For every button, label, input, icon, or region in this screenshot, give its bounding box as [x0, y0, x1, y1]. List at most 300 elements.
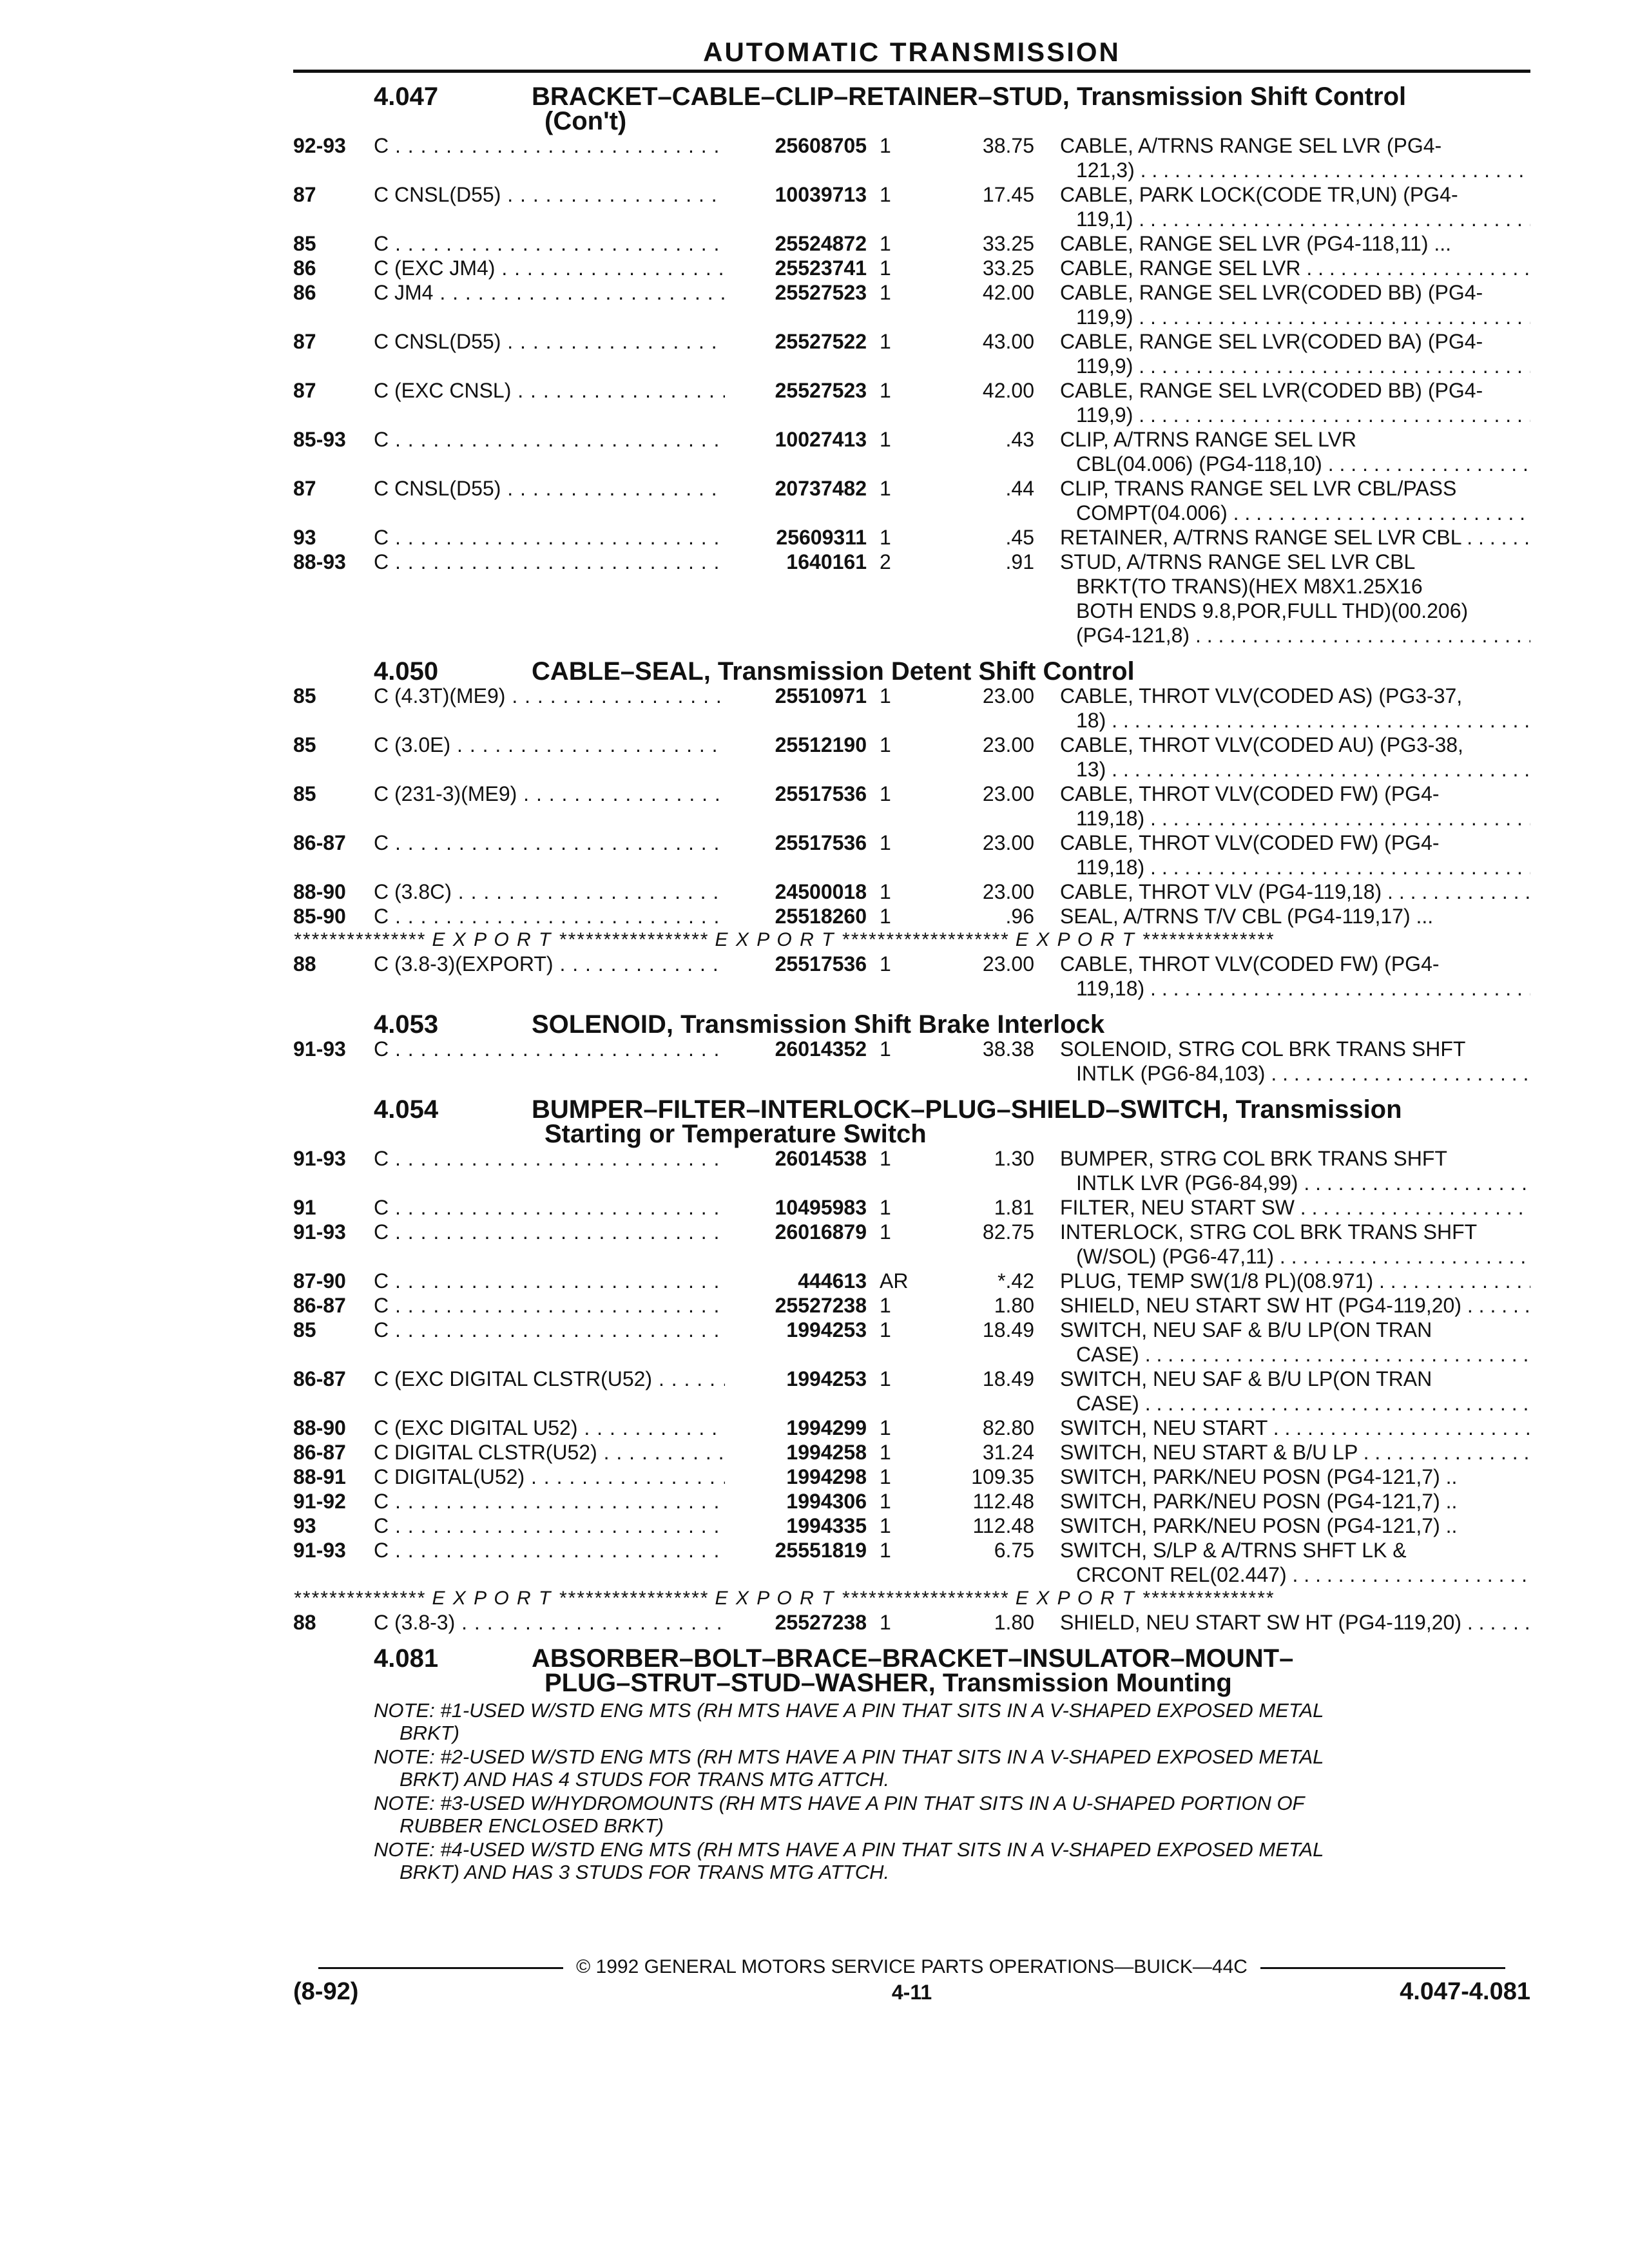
- row-application: C (3.8-3)(EXPORT) . . .: [374, 952, 725, 976]
- item-line-1: FILTER, NEU START SW . . .: [1060, 1195, 1530, 1220]
- row-application: C (EXC JM4) . . .: [374, 256, 725, 280]
- row-year: 87-90: [293, 1269, 346, 1293]
- row-application: C . . .: [374, 427, 725, 452]
- item-line-2: 18) . . .: [1060, 708, 1530, 733]
- section-number: 4.050: [374, 657, 439, 686]
- row-part-number: 25527238: [775, 1294, 867, 1317]
- row-part-number: 25517536: [775, 952, 867, 975]
- item-line-1: SWITCH, PARK/NEU POSN (PG4-121,7) ..: [1060, 1490, 1458, 1513]
- table-row: [293, 133, 1530, 182]
- row-quantity: 1: [880, 526, 891, 549]
- section-heading: [293, 84, 1530, 133]
- row-year: 88-90: [293, 880, 346, 903]
- row-part-number: 26014352: [775, 1037, 867, 1061]
- row-year: 86-87: [293, 1367, 346, 1390]
- row-year: 88-93: [293, 550, 346, 573]
- row-application: C . . .: [374, 1293, 725, 1318]
- row-year: 85-90: [293, 905, 346, 928]
- catalog-content: [293, 84, 1530, 1883]
- row-price: .44: [1005, 477, 1034, 500]
- row-price: 31.24: [982, 1441, 1034, 1464]
- item-line-1: CABLE, THROT VLV(CODED AU) (PG3-38,: [1060, 733, 1463, 756]
- item-line-1: CABLE, RANGE SEL LVR (PG4-118,11) ...: [1060, 232, 1452, 255]
- item-line-2: BRKT(TO TRANS)(HEX M8X1.25X16: [1076, 575, 1423, 598]
- row-year: 85-93: [293, 428, 346, 451]
- row-quantity: 1: [880, 1441, 891, 1464]
- row-application: C CNSL(D55) . . .: [374, 182, 725, 207]
- row-price: 33.25: [982, 256, 1034, 280]
- item-line-1: SWITCH, NEU START & B/U LP . . .: [1060, 1440, 1530, 1465]
- row-application: C . . .: [374, 133, 725, 158]
- footer-copyright: [293, 1956, 1530, 1978]
- row-year: 85: [293, 782, 316, 805]
- row-price: .43: [1005, 428, 1034, 451]
- row-year: 87: [293, 183, 316, 206]
- row-application: C (EXC DIGITAL CLSTR(U52) . . .: [374, 1367, 725, 1391]
- row-quantity: 1: [880, 782, 891, 805]
- row-year: 85: [293, 733, 316, 756]
- note-line-1: NOTE: #1-USED W/STD ENG MTS (RH MTS HAVE A PIN THAT SITS IN A V-SHAPED EXPOSED METAL: [374, 1699, 1324, 1722]
- section-number: 4.054: [374, 1095, 439, 1124]
- item-line-1: SWITCH, NEU SAF & B/U LP(ON TRAN: [1060, 1318, 1432, 1341]
- row-price: .91: [1005, 550, 1034, 573]
- item-line-2: 121,3) . . .: [1060, 158, 1530, 182]
- footer-section-range: 4.047-4.081: [1400, 1978, 1530, 2005]
- row-price: 23.00: [982, 684, 1034, 707]
- table-row: [293, 1367, 1530, 1416]
- row-quantity: 1: [880, 1318, 891, 1341]
- row-part-number: 1994299: [786, 1416, 867, 1439]
- section-number: 4.053: [374, 1010, 439, 1039]
- row-item-description: [1060, 231, 1530, 256]
- export-divider: *************** E X P O R T ***************** E X P O R T ******************* E X P O R T ***************: [293, 1588, 1275, 1609]
- page-footer: [293, 1956, 1530, 2021]
- row-item-description: [1060, 133, 1530, 182]
- row-price: 1.81: [994, 1196, 1034, 1219]
- row-year: 91-93: [293, 1220, 346, 1244]
- row-part-number: 25524872: [775, 232, 867, 255]
- item-line-1: CABLE, RANGE SEL LVR . . .: [1060, 256, 1530, 280]
- row-part-number: 25527523: [775, 281, 867, 304]
- note-item: [374, 1699, 1530, 1744]
- catalog-page: [293, 36, 1530, 1885]
- item-line-1: SWITCH, PARK/NEU POSN (PG4-121,7) ..: [1060, 1514, 1458, 1537]
- row-part-number: 25551819: [775, 1539, 867, 1562]
- row-price: 82.80: [982, 1416, 1034, 1439]
- table-row: [293, 550, 1530, 648]
- row-application: C . . .: [374, 550, 725, 574]
- section-heading: [293, 659, 1530, 684]
- row-item-description: [1060, 1465, 1530, 1489]
- row-year: 88-90: [293, 1416, 346, 1439]
- table-row: [293, 1293, 1530, 1318]
- row-quantity: 1: [880, 905, 891, 928]
- row-quantity: 1: [880, 880, 891, 903]
- item-line-1: INTERLOCK, STRG COL BRK TRANS SHFT: [1060, 1220, 1478, 1244]
- row-quantity: 1: [880, 1147, 891, 1170]
- item-line-1: CABLE, RANGE SEL LVR(CODED BA) (PG4-: [1060, 330, 1483, 353]
- row-item-description: [1060, 879, 1530, 904]
- table-row: [293, 1610, 1530, 1635]
- item-line-2: 119,18) . . .: [1060, 806, 1530, 831]
- row-application: C . . .: [374, 1269, 725, 1293]
- row-year: 86: [293, 256, 316, 280]
- row-item-description: [1060, 733, 1530, 782]
- row-part-number: 1994258: [786, 1441, 867, 1464]
- item-line-1: SHIELD, NEU START SW HT (PG4-119,20) . . .: [1060, 1610, 1530, 1635]
- row-part-number: 1994253: [786, 1367, 867, 1390]
- note-line-2: BRKT) AND HAS 4 STUDS FOR TRANS MTG ATTCH.: [400, 1768, 890, 1791]
- row-part-number: 26016879: [775, 1220, 867, 1244]
- item-line-1: PLUG, TEMP SW(1/8 PL)(08.971) . . .: [1060, 1269, 1530, 1293]
- row-part-number: 24500018: [775, 880, 867, 903]
- table-row: [293, 1440, 1530, 1465]
- row-year: 87: [293, 330, 316, 353]
- row-quantity: 1: [880, 477, 891, 500]
- row-part-number: 26014538: [775, 1147, 867, 1170]
- copyright-text: © 1992 GENERAL MOTORS SERVICE PARTS OPERATIONS—BUICK—44C: [576, 1956, 1248, 1977]
- row-application: C . . .: [374, 525, 725, 550]
- note-item: [374, 1838, 1530, 1883]
- row-year: 85: [293, 1318, 316, 1341]
- row-item-description: [1060, 684, 1530, 733]
- item-line-1: SOLENOID, STRG COL BRK TRANS SHFT: [1060, 1037, 1466, 1061]
- section-number: 4.081: [374, 1644, 439, 1673]
- row-item-description: [1060, 1195, 1530, 1220]
- item-line-1: STUD, A/TRNS RANGE SEL LVR CBL: [1060, 550, 1416, 573]
- row-year: 86-87: [293, 831, 346, 854]
- row-item-description: [1060, 1318, 1530, 1367]
- row-part-number: 10027413: [775, 428, 867, 451]
- row-price: 23.00: [982, 831, 1034, 854]
- row-quantity: 1: [880, 1416, 891, 1439]
- row-price: 23.00: [982, 782, 1034, 805]
- section-heading: [293, 1646, 1530, 1695]
- row-quantity: 2: [880, 550, 891, 573]
- row-year: 85: [293, 232, 316, 255]
- item-line-2: COMPT(04.006) . . .: [1060, 501, 1530, 525]
- item-line-1: CABLE, PARK LOCK(CODE TR,UN) (PG4-: [1060, 183, 1458, 206]
- item-line-1: SWITCH, S/LP & A/TRNS SHFT LK &: [1060, 1539, 1407, 1562]
- table-row: [293, 182, 1530, 231]
- item-line-1: RETAINER, A/TRNS RANGE SEL LVR CBL . . .: [1060, 525, 1530, 550]
- table-row: [293, 1195, 1530, 1220]
- row-quantity: 1: [880, 1490, 891, 1513]
- row-item-description: [1060, 831, 1530, 879]
- section-number: 4.047: [374, 82, 439, 111]
- row-year: 91: [293, 1196, 316, 1219]
- table-row: [293, 831, 1530, 879]
- section-title-continued: (Con't): [545, 107, 627, 135]
- row-quantity: 1: [880, 134, 891, 157]
- row-part-number: 444613: [798, 1269, 867, 1293]
- row-part-number: 1994253: [786, 1318, 867, 1341]
- table-row: [293, 231, 1530, 256]
- row-item-description: [1060, 904, 1530, 928]
- item-line-1: SWITCH, NEU START . . .: [1060, 1416, 1530, 1440]
- item-line-1: CABLE, THROT VLV(CODED FW) (PG4-: [1060, 952, 1440, 975]
- table-row: [293, 476, 1530, 525]
- row-part-number: 25517536: [775, 831, 867, 854]
- row-price: 112.48: [972, 1514, 1034, 1537]
- row-price: 38.75: [982, 134, 1034, 157]
- row-quantity: 1: [880, 183, 891, 206]
- note-item: [374, 1745, 1530, 1791]
- item-line-1: BUMPER, STRG COL BRK TRANS SHFT: [1060, 1147, 1447, 1170]
- table-row: [293, 1416, 1530, 1440]
- row-year: 93: [293, 1514, 316, 1537]
- row-price: 38.38: [982, 1037, 1034, 1061]
- row-application: C DIGITAL(U52) . . .: [374, 1465, 725, 1489]
- table-row: [293, 1269, 1530, 1293]
- row-price: 82.75: [982, 1220, 1034, 1244]
- note-line-2: BRKT): [400, 1722, 459, 1744]
- row-year: 91-93: [293, 1539, 346, 1562]
- row-quantity: 1: [880, 1037, 891, 1061]
- row-quantity: 1: [880, 1196, 891, 1219]
- row-part-number: 10039713: [775, 183, 867, 206]
- row-part-number: 25527522: [775, 330, 867, 353]
- row-year: 86: [293, 281, 316, 304]
- row-part-number: 25518260: [775, 905, 867, 928]
- item-line-1: CLIP, A/TRNS RANGE SEL LVR: [1060, 428, 1357, 451]
- row-price: 1.30: [994, 1147, 1034, 1170]
- row-part-number: 25608705: [775, 134, 867, 157]
- footer-date: (8-92): [293, 1978, 359, 2005]
- row-item-description: [1060, 1514, 1530, 1538]
- row-application: C (3.8-3) . . .: [374, 1610, 725, 1635]
- item-line-2: 119,1) . . .: [1060, 207, 1530, 231]
- table-row: [293, 1037, 1530, 1086]
- item-line-2: (W/SOL) (PG6-47,11) . . .: [1060, 1244, 1530, 1269]
- row-quantity: 1: [880, 330, 891, 353]
- row-price: 42.00: [982, 379, 1034, 402]
- row-application: C DIGITAL CLSTR(U52) . . .: [374, 1440, 725, 1465]
- item-line-1: SHIELD, NEU START SW HT (PG4-119,20) . . .: [1060, 1293, 1530, 1318]
- row-year: 91-93: [293, 1147, 346, 1170]
- row-item-description: [1060, 1538, 1530, 1587]
- table-row: [293, 256, 1530, 280]
- row-item-description: [1060, 427, 1530, 476]
- row-application: C CNSL(D55) . . .: [374, 476, 725, 501]
- row-price: 109.35: [971, 1465, 1034, 1488]
- item-line-2: 119,9) . . .: [1060, 354, 1530, 378]
- row-quantity: 1: [880, 232, 891, 255]
- row-item-description: [1060, 525, 1530, 550]
- row-item-description: [1060, 1489, 1530, 1514]
- row-quantity: 1: [880, 1611, 891, 1634]
- section-heading: [293, 1097, 1530, 1146]
- row-year: 88: [293, 952, 316, 975]
- row-quantity: 1: [880, 1514, 891, 1537]
- section-title-continued: Starting or Temperature Switch: [545, 1120, 927, 1148]
- row-application: C (4.3T)(ME9) . . .: [374, 684, 725, 708]
- row-year: 85: [293, 684, 316, 707]
- row-item-description: [1060, 1367, 1530, 1416]
- row-quantity: AR: [880, 1269, 909, 1293]
- item-line-1: CABLE, RANGE SEL LVR(CODED BB) (PG4-: [1060, 281, 1483, 304]
- row-application: C . . .: [374, 831, 725, 855]
- row-part-number: 25510971: [775, 684, 867, 707]
- page-header-title: AUTOMATIC TRANSMISSION: [703, 37, 1121, 67]
- section-title: CABLE–SEAL, Transmission Detent Shift Control: [532, 657, 1135, 686]
- section-title: BRACKET–CABLE–CLIP–RETAINER–STUD, Transmission Shift Control: [532, 82, 1407, 111]
- row-application: C . . .: [374, 904, 725, 928]
- row-item-description: [1060, 1293, 1530, 1318]
- row-year: 86-87: [293, 1294, 346, 1317]
- row-year: 93: [293, 526, 316, 549]
- section-title-continued: PLUG–STRUT–STUD–WASHER, Transmission Mounting: [545, 1669, 1232, 1697]
- row-application: C (3.0E) . . .: [374, 733, 725, 757]
- row-part-number: 1994298: [786, 1465, 867, 1488]
- table-row: [293, 1146, 1530, 1195]
- row-price: *.42: [998, 1269, 1034, 1293]
- item-line-2: CASE) . . .: [1060, 1391, 1530, 1416]
- row-price: .45: [1005, 526, 1034, 549]
- row-year: 86-87: [293, 1441, 346, 1464]
- item-line-1: CABLE, A/TRNS RANGE SEL LVR (PG4-: [1060, 134, 1442, 157]
- row-quantity: 1: [880, 379, 891, 402]
- row-price: 1.80: [994, 1294, 1034, 1317]
- row-item-description: [1060, 1440, 1530, 1465]
- row-price: 112.48: [972, 1490, 1034, 1513]
- row-part-number: 1994335: [786, 1514, 867, 1537]
- row-item-description: [1060, 550, 1530, 648]
- item-line-1: SWITCH, NEU SAF & B/U LP(ON TRAN: [1060, 1367, 1432, 1390]
- row-year: 87: [293, 477, 316, 500]
- row-year: 88-91: [293, 1465, 346, 1488]
- row-item-description: [1060, 1146, 1530, 1195]
- table-row: [293, 378, 1530, 427]
- note-item: [374, 1792, 1530, 1837]
- table-row: [293, 1489, 1530, 1514]
- row-item-description: [1060, 1610, 1530, 1635]
- row-quantity: 1: [880, 1220, 891, 1244]
- item-line-1: CABLE, THROT VLV(CODED FW) (PG4-: [1060, 782, 1440, 805]
- row-quantity: 1: [880, 428, 891, 451]
- row-application: C CNSL(D55) . . .: [374, 329, 725, 354]
- row-quantity: 1: [880, 256, 891, 280]
- table-row: [293, 329, 1530, 378]
- item-line-1: SEAL, A/TRNS T/V CBL (PG4-119,17) ...: [1060, 905, 1434, 928]
- table-row: [293, 733, 1530, 782]
- row-item-description: [1060, 1416, 1530, 1440]
- row-price: 23.00: [982, 880, 1034, 903]
- row-part-number: 1640161: [786, 550, 867, 573]
- row-application: C (3.8C) . . .: [374, 879, 725, 904]
- row-item-description: [1060, 476, 1530, 525]
- row-price: 1.80: [994, 1611, 1034, 1634]
- row-application: C . . .: [374, 1318, 725, 1342]
- row-part-number: 10495983: [775, 1196, 867, 1219]
- row-application: C (231-3)(ME9) . . .: [374, 782, 725, 806]
- row-price: 17.45: [982, 183, 1034, 206]
- table-row: [293, 525, 1530, 550]
- row-application: C (EXC DIGITAL U52) . . .: [374, 1416, 725, 1440]
- row-application: C . . .: [374, 1220, 725, 1244]
- note-line-2: BRKT) AND HAS 3 STUDS FOR TRANS MTG ATTCH.: [400, 1861, 890, 1883]
- table-row: [293, 952, 1530, 1001]
- item-line-2: CASE) . . .: [1060, 1342, 1530, 1367]
- row-item-description: [1060, 280, 1530, 329]
- row-item-description: [1060, 782, 1530, 831]
- row-part-number: 25609311: [776, 526, 867, 549]
- row-part-number: 25512190: [775, 733, 867, 756]
- item-line-2: 119,18) . . .: [1060, 855, 1530, 879]
- row-part-number: 25517536: [775, 782, 867, 805]
- section-title: ABSORBER–BOLT–BRACE–BRACKET–INSULATOR–MOUNT–: [532, 1644, 1294, 1673]
- row-quantity: 1: [880, 733, 891, 756]
- row-price: 23.00: [982, 952, 1034, 975]
- table-row: [293, 1538, 1530, 1587]
- row-application: C . . .: [374, 231, 725, 256]
- row-item-description: [1060, 256, 1530, 280]
- row-application: C . . .: [374, 1146, 725, 1171]
- item-line-2: INTLK (PG6-84,103) . . .: [1060, 1061, 1530, 1086]
- row-item-description: [1060, 182, 1530, 231]
- item-line-4: (PG4-121,8) . . .: [1060, 623, 1530, 648]
- row-year: 91-93: [293, 1037, 346, 1061]
- item-line-2: CBL(04.006) (PG4-118,10) . . .: [1060, 452, 1530, 476]
- table-row: [293, 1514, 1530, 1538]
- item-line-2: 119,18) . . .: [1060, 976, 1530, 1001]
- section-title: SOLENOID, Transmission Shift Brake Interlock: [532, 1010, 1105, 1039]
- row-application: C . . .: [374, 1489, 725, 1514]
- row-quantity: 1: [880, 684, 891, 707]
- row-application: C . . .: [374, 1514, 725, 1538]
- note-line-1: NOTE: #4-USED W/STD ENG MTS (RH MTS HAVE A PIN THAT SITS IN A V-SHAPED EXPOSED METAL: [374, 1838, 1324, 1861]
- item-line-1: CABLE, THROT VLV(CODED FW) (PG4-: [1060, 831, 1440, 854]
- row-quantity: 1: [880, 1539, 891, 1562]
- item-line-1: SWITCH, PARK/NEU POSN (PG4-121,7) ..: [1060, 1465, 1458, 1488]
- table-row: [293, 684, 1530, 733]
- table-row: [293, 1318, 1530, 1367]
- row-item-description: [1060, 1269, 1530, 1293]
- item-line-1: CABLE, RANGE SEL LVR(CODED BB) (PG4-: [1060, 379, 1483, 402]
- item-line-1: CABLE, THROT VLV (PG4-119,18) . . .: [1060, 879, 1530, 904]
- row-quantity: 1: [880, 831, 891, 854]
- section-heading: [293, 1012, 1530, 1037]
- table-row: [293, 1465, 1530, 1489]
- row-quantity: 1: [880, 952, 891, 975]
- row-year: 91-92: [293, 1490, 346, 1513]
- row-quantity: 1: [880, 1465, 891, 1488]
- item-line-1: CABLE, THROT VLV(CODED AS) (PG3-37,: [1060, 684, 1463, 707]
- item-line-2: 119,9) . . .: [1060, 305, 1530, 329]
- item-line-2: 119,9) . . .: [1060, 403, 1530, 427]
- row-application: C . . .: [374, 1195, 725, 1220]
- row-price: 33.25: [982, 232, 1034, 255]
- row-application: C . . .: [374, 1538, 725, 1562]
- row-price: 18.49: [982, 1318, 1034, 1341]
- export-divider: *************** E X P O R T ***************** E X P O R T ******************* E X P O R T ***************: [293, 929, 1275, 950]
- item-line-1: CLIP, TRANS RANGE SEL LVR CBL/PASS: [1060, 477, 1457, 500]
- row-item-description: [1060, 1037, 1530, 1086]
- section-title: BUMPER–FILTER–INTERLOCK–PLUG–SHIELD–SWITCH, Transmission: [532, 1095, 1402, 1124]
- row-part-number: 1994306: [786, 1490, 867, 1513]
- note-line-1: NOTE: #3-USED W/HYDROMOUNTS (RH MTS HAVE A PIN THAT SITS IN A U-SHAPED PORTION OF: [374, 1792, 1305, 1814]
- item-line-3: BOTH ENDS 9.8,POR,FULL THD)(00.206): [1076, 599, 1469, 622]
- item-line-2: 13) . . .: [1060, 757, 1530, 782]
- row-year: 88: [293, 1611, 316, 1634]
- row-price: 43.00: [982, 330, 1034, 353]
- table-row: [293, 782, 1530, 831]
- row-quantity: 1: [880, 281, 891, 304]
- row-part-number: 20737482: [775, 477, 867, 500]
- row-quantity: 1: [880, 1294, 891, 1317]
- table-row: [293, 879, 1530, 904]
- table-row: [293, 1220, 1530, 1269]
